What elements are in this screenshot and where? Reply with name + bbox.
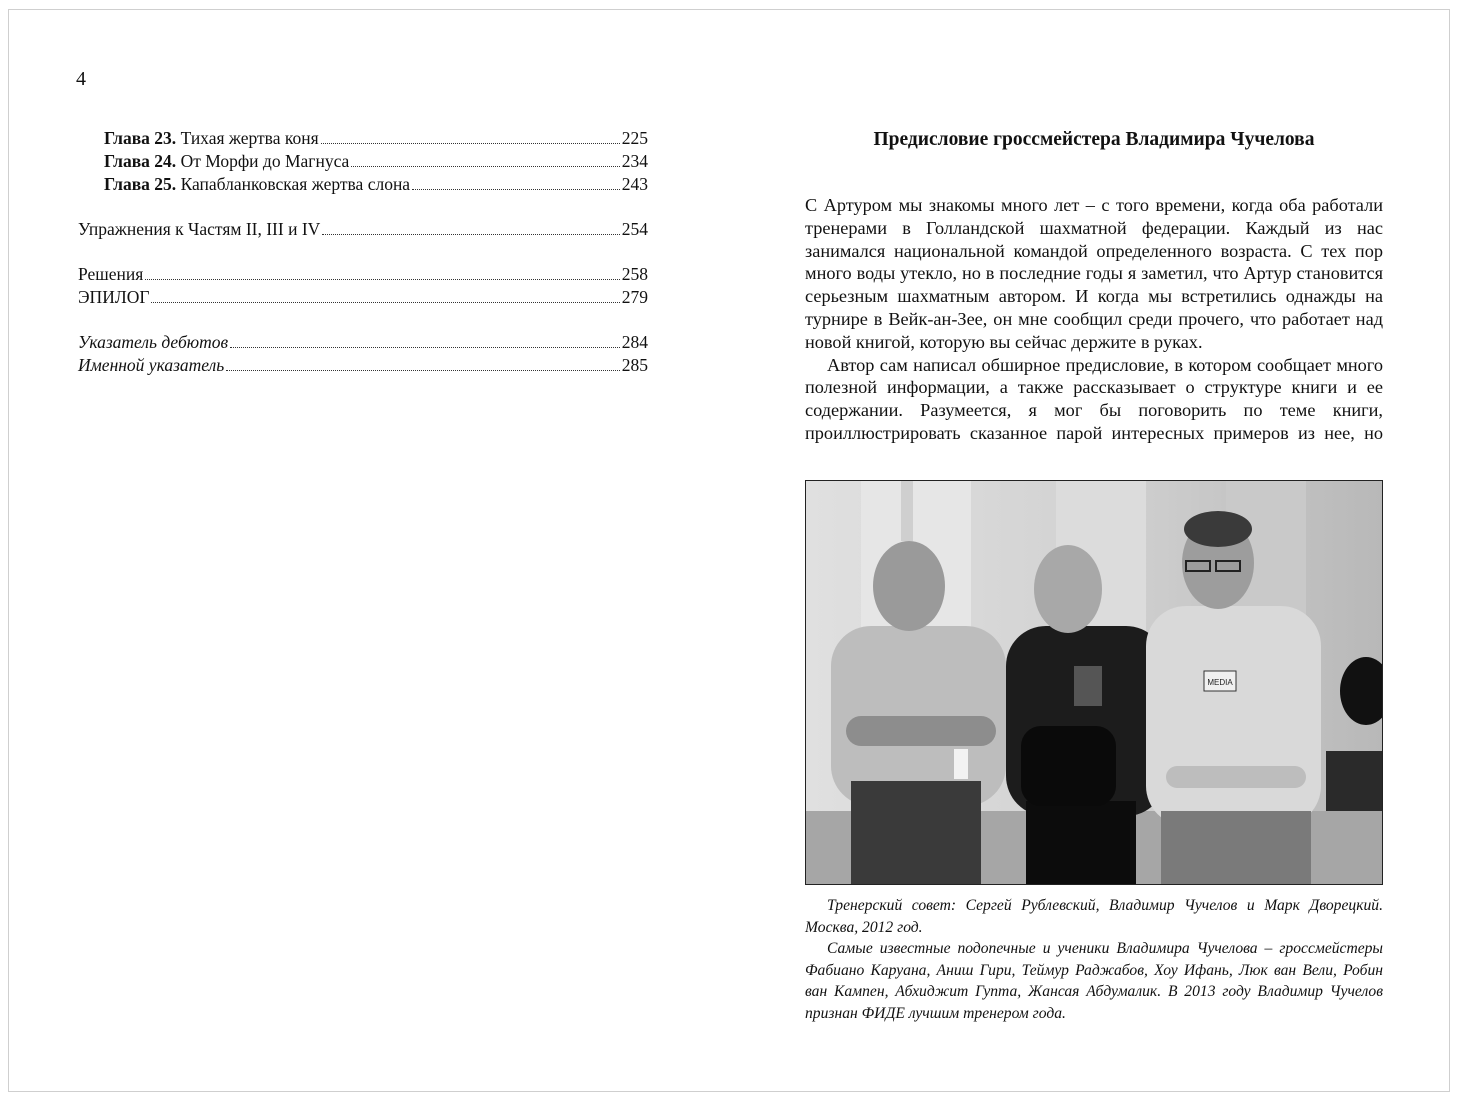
- toc-entry[interactable]: [78, 127, 648, 150]
- toc-entry[interactable]: [78, 173, 648, 196]
- preface-paragraph: С Артуром мы знакомы много лет – с того времени, когда оба работали тренерами в Голландской шахматной федерации. Каждый из нас занимался национальной командой определенного возраста. С тех пор много воды утекло, но в последние годы я заметил, что Артур становится серьезным шахматным автором. И когда мы встретились однажды на турнире в Вейк-ан-Зее, он мне сообщил среди прочего, что работает над новой книгой, которую вы сейчас держите в руках.: [805, 195, 1383, 352]
- toc-leader: [230, 347, 620, 348]
- toc-entry-title: Именной указатель: [78, 355, 225, 375]
- preface-paragraph: Автор сам написал обширное предисловие, в котором сообщает много полезной информации, а также рассказывает о структуре книги и ее содержании. Разумеется, я мог бы поговорить по теме книги, проиллюстрировать сказанное парой интересных примеров из нее, но: [805, 354, 1383, 443]
- toc-page-number: 254: [621, 219, 648, 239]
- toc-entry-title: Упражнения к Частям II, III и IV: [78, 219, 321, 239]
- caption-line: Тренерский совет: Сергей Рублевский, Владимир Чучелов и Марк Дворецкий. Москва, 2012 год.: [805, 897, 1383, 936]
- preface-title: Предисловие гроссмейстера Владимира Чучелова: [873, 129, 1315, 150]
- toc-entry-title: От Морфи до Магнуса: [180, 151, 350, 171]
- toc-leader: [151, 302, 619, 303]
- toc-entry[interactable]: [78, 354, 648, 377]
- toc-entry-title: Указатель дебютов: [78, 332, 229, 352]
- toc-chapter-number: Глава 25.: [104, 174, 177, 194]
- toc-chapter-number: Глава 24.: [104, 151, 177, 171]
- preface-body: [805, 194, 1383, 445]
- toc-leader: [351, 166, 619, 167]
- toc-page-number: 258: [621, 264, 648, 284]
- toc-leader: [321, 143, 620, 144]
- table-of-contents: [78, 127, 648, 377]
- toc-leader: [412, 189, 620, 190]
- media-badge: MEDIA: [1207, 678, 1233, 687]
- toc-page-number: 243: [621, 174, 648, 194]
- toc-page-number: 285: [621, 355, 648, 375]
- toc-page-number: 225: [621, 128, 648, 148]
- toc-leader: [145, 279, 619, 280]
- toc-entry[interactable]: [78, 218, 648, 241]
- toc-entry-title: Решения: [78, 264, 144, 284]
- toc-entry[interactable]: [78, 150, 648, 173]
- page-number: 4: [76, 68, 86, 90]
- photo-caption: [805, 895, 1383, 1024]
- toc-entry[interactable]: [78, 331, 648, 354]
- toc-entry-title: Тихая жертва коня: [180, 128, 319, 148]
- toc-entry-title: Капабланковская жертва слона: [180, 174, 411, 194]
- toc-entry[interactable]: [78, 286, 648, 309]
- toc-page-number: 279: [621, 287, 648, 307]
- coaches-photo: [805, 480, 1383, 885]
- toc-page-number: 234: [621, 151, 648, 171]
- toc-page-number: 284: [621, 332, 648, 352]
- toc-leader: [226, 370, 620, 371]
- toc-entry[interactable]: [78, 263, 648, 286]
- toc-leader: [322, 234, 619, 235]
- caption-line: Самые известные подопечные и ученики Владимира Чучелова – гроссмейстеры Фабиано Каруана, Аниш Гири, Теймур Раджабов, Хоу Ифань, Люк ван Вели, Робин ван Кампен, Абхиджит Гупта, Жансая Абдумалик. В 2013 году Владимир Чучелов признан ФИДЕ лучшим тренером года.: [805, 940, 1383, 1022]
- toc-entry-title: ЭПИЛОГ: [78, 287, 150, 307]
- toc-chapter-number: Глава 23.: [104, 128, 177, 148]
